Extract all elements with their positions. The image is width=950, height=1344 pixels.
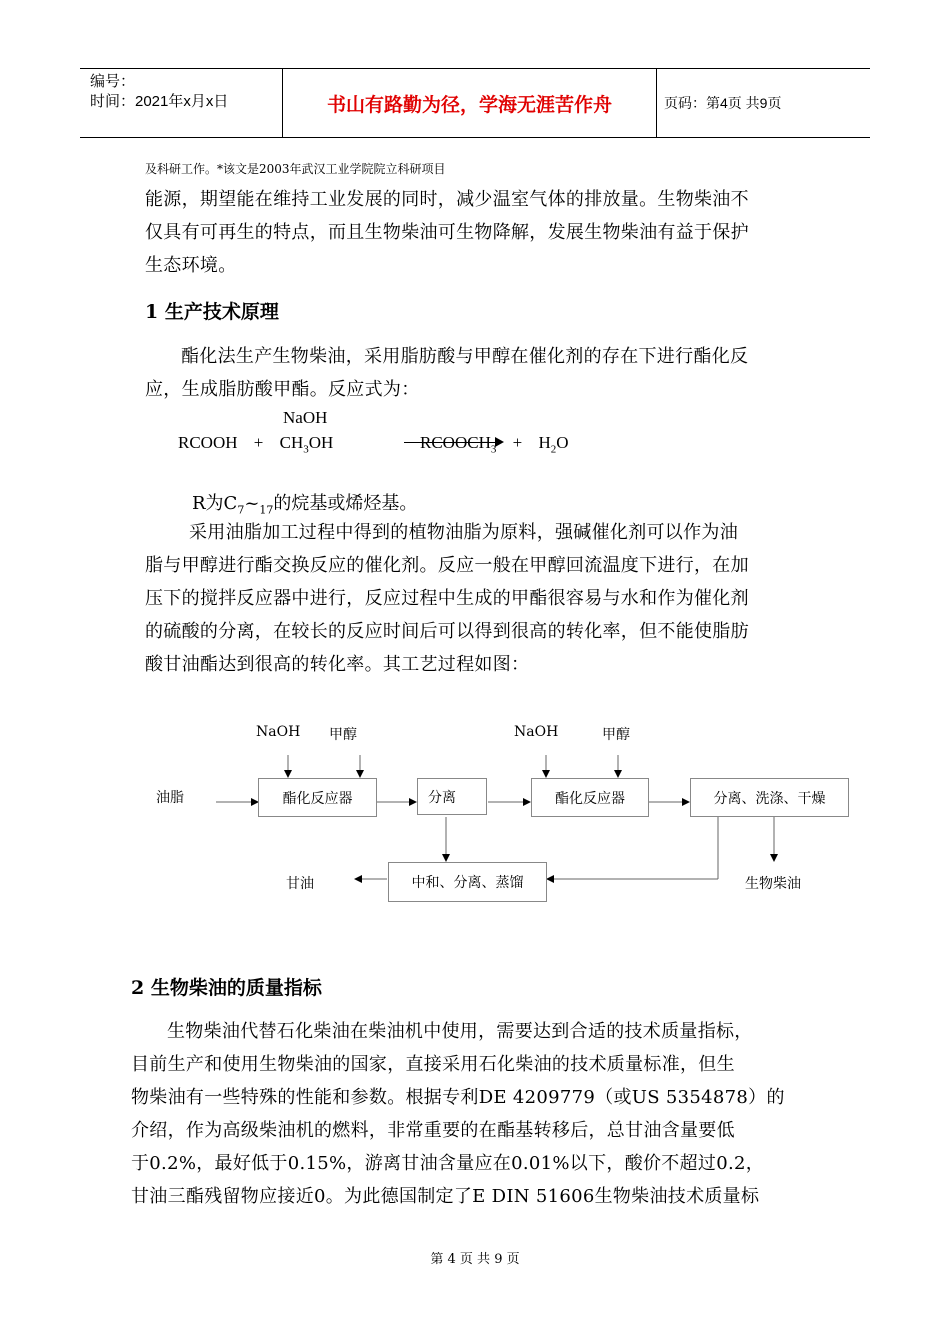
text-line: 脂与甲醇进行酯交换反应的催化剂。反应一般在甲醇回流温度下进行，在加 <box>145 555 749 576</box>
formula-plus: + <box>253 433 264 452</box>
text-line: 物柴油有一些特殊的性能和参数。根据专利DE 4209779（或US 5354878）的 <box>131 1087 785 1108</box>
text-line: 仅具有可再生的特点，而且生物柴油可生物降解，发展生物柴油有益于保护 <box>145 222 749 243</box>
formula-plus: + <box>512 433 523 452</box>
text-line: 能源，期望能在维持工业发展的同时，减少温室气体的排放量。生物柴油不 <box>145 189 749 210</box>
r-group-note: R为$C_7\sim_{17}$的烷基或烯烃基。 <box>192 493 418 517</box>
input-methanol-1: 甲醇 <box>329 727 357 743</box>
paragraph-quality <box>131 1015 785 1213</box>
formula-catalyst: NaOH <box>283 408 328 427</box>
text-line: 压下的搅拌反应器中进行，反应过程中生成的甲酯很容易与水和作为催化剂 <box>145 588 749 609</box>
footnote: 及科研工作。*该文是2003年武汉工业学院院立科研项目 <box>145 162 446 176</box>
text-line: 甘油三酯残留物应接近0。为此德国制定了E DIN 51606生物柴油技术质量标 <box>131 1186 760 1207</box>
output-biodiesel: 生物柴油 <box>745 876 801 892</box>
box-neutralize-separate-distill: 中和、分离、蒸馏 <box>388 862 547 902</box>
box-separation: 分离 <box>417 778 487 815</box>
header-page-code: 页码：第4页 共9页 <box>664 95 782 111</box>
text-line: 的硫酸的分离，在较长的反应时间后可以得到很高的转化率，但不能使脂肪 <box>145 621 749 642</box>
text-line: 酸甘油酯达到很高的转化率。其工艺过程如图： <box>145 654 530 675</box>
page-footer: 第 4 页 共 9 页 <box>430 1252 520 1267</box>
formula-product-ester: $RCOOCH_3$ <box>420 433 497 456</box>
text-line: 应，生成脂肪酸甲酯。反应式为： <box>145 379 420 400</box>
input-methanol-2: 甲醇 <box>602 727 630 743</box>
section-heading-2: 2 生物柴油的质量指标 <box>131 977 322 999</box>
header-motto: 书山有路勤为径，学海无涯苦作舟 <box>326 93 612 116</box>
box-esterification-reactor-2: 酯化反应器 <box>531 778 649 817</box>
text-line: 采用油脂加工过程中得到的植物油脂为原料，强碱催化剂可以作为油 <box>189 522 738 543</box>
text-line: 生态环境。 <box>145 255 237 276</box>
input-naoh-1: NaOH <box>256 724 301 740</box>
text-line: 目前生产和使用生物柴油的国家，直接采用石化柴油的技术质量标准，但生 <box>131 1054 735 1075</box>
formula-reactant-acid: RCOOH <box>178 433 238 452</box>
box-separation-wash-dry: 分离、洗涤、干燥 <box>690 778 849 817</box>
input-oil: 油脂 <box>156 790 184 806</box>
output-glycerol: 甘油 <box>286 876 314 892</box>
text-line: 酯化法生产生物柴油，采用脂肪酸与甲醇在催化剂的存在下进行酯化反 <box>181 346 749 367</box>
text-line: 介绍，作为高级柴油机的燃料，非常重要的在酯基转移后，总甘油含量要低 <box>131 1120 735 1141</box>
text-line: 生物柴油代替石化柴油在柴油机中使用，需要达到合适的技术质量指标， <box>167 1021 753 1042</box>
header-number: 编号： <box>90 73 136 90</box>
box-esterification-reactor-1: 酯化反应器 <box>258 778 377 817</box>
formula-product-water: $H_2O$ <box>538 433 569 456</box>
input-naoh-2: NaOH <box>514 724 559 740</box>
text-line: 于0.2%，最好低于0.15%，游离甘油含量应在0.01%以下，酸价不超过0.2， <box>131 1153 765 1174</box>
section-heading-1: 1 生产技术原理 <box>145 301 279 323</box>
formula-reactant-methanol: $CH_3OH$ <box>279 433 334 456</box>
header-time: 时间：2021年x月x日 <box>90 93 229 110</box>
